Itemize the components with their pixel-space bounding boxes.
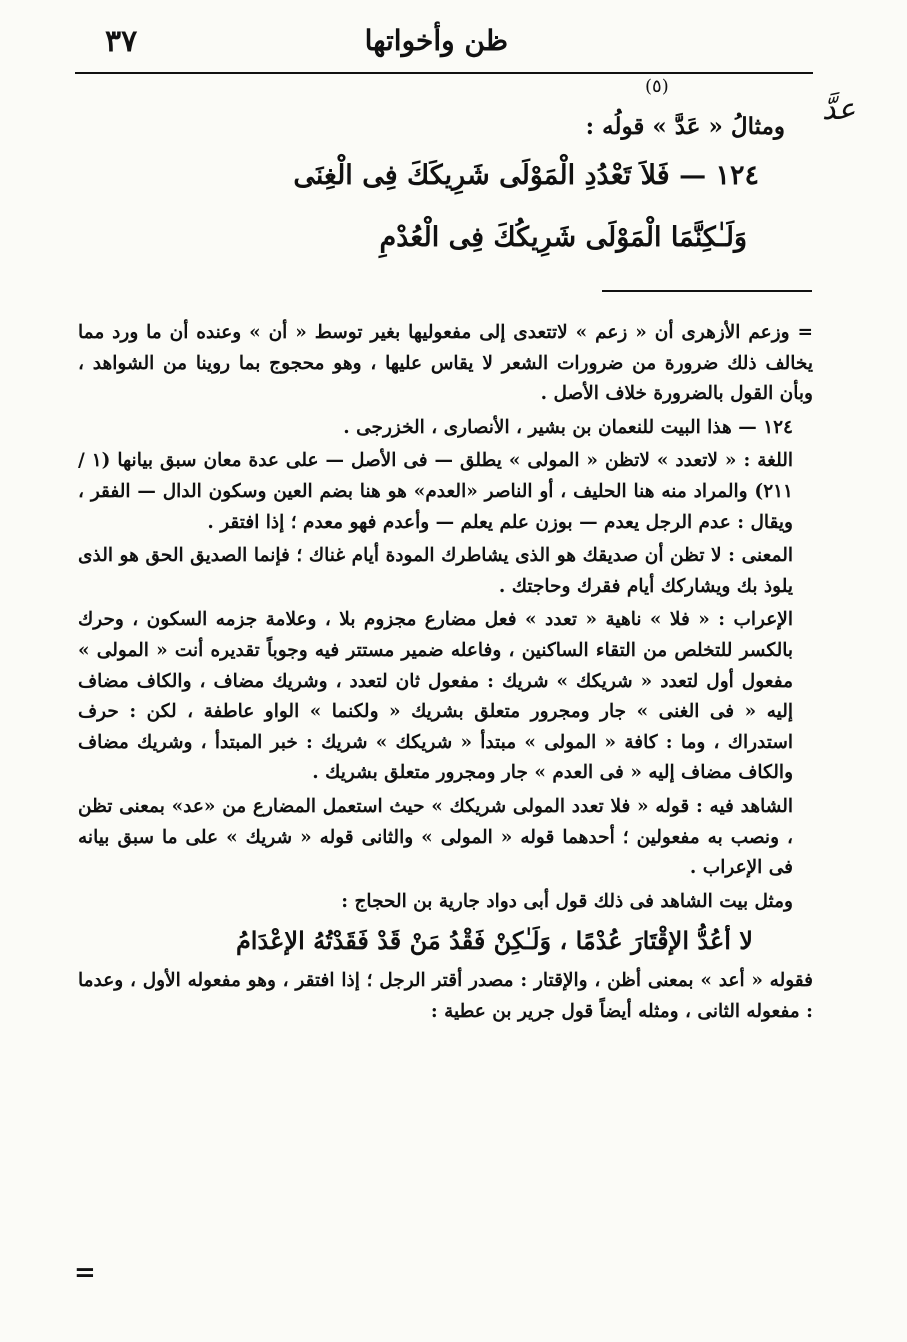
verse-line-2: وَلَـٰكِنَّمَا الْمَوْلَى شَرِيكُكَ فِى الْعُدْمِ: [379, 222, 747, 253]
footnote-separator: [602, 290, 812, 292]
intro-text: ومثالُ « عَدَّ » قولُه :: [585, 113, 785, 140]
footnotes: [78, 318, 813, 1030]
note-continuation: = وزعم الأزهرى أن « زعم » لاتتعدى إلى مفعوليها بغير توسط « أن » وعنده أن ما ورد مما يخالف ذلك ضرورة من ضرورات الشعر لا يقاس عليها ، وهو محجوج بما روينا من الشواهد ، وبأن القول بالضرورة خلاف الأصل .: [78, 322, 813, 405]
footnote-marker: (٥): [645, 76, 669, 97]
running-title: ظن وأخواتها: [364, 24, 508, 57]
verse-line-1: ١٢٤ — فَلاَ تَعْدُدِ الْمَوْلَى شَرِيكَكَ فِى الْغِنَى: [293, 160, 759, 191]
margin-note: عدَّ: [822, 92, 856, 127]
note-irab: الإعراب : « فلا » ناهية « تعدد » فعل مضارع مجزوم بلا ، وعلامة جزمه السكون ، وحرك بالكسر للتخلص من التقاء الساكنين ، وفاعله ضمير مستتر فيه وجوباً تقديره أنت « المولى » مفعول أول لتعدد « شريكك » شريك : مفعول ثان لتعدد ، وشريك مضاف ، والكاف مضاف إليه « فى الغنى » جار ومجرور متعلق بشريك « ولكنما » الواو عاطفة ، لكن : حرف استدراك ، وما : كافة « المولى » مبتدأ « شريكك » شريك : خبر المبتدأ ، وشريك مضاف والكاف مضاف إليه « فى العدم » جار ومجرور متعلق بشريك .: [78, 609, 793, 784]
note-final: فقوله « أعد » بمعنى أظن ، والإقتار : مصدر أقتر الرجل ؛ إذا افتقر ، وهو مفعوله الأول ، وعدما : مفعوله الثانى ، ومثله أيضاً قول جرير بن عطية :: [78, 970, 813, 1022]
note-124-intro: ١٢٤ — هذا البيت للنعمان بن بشير ، الأنصارى ، الخزرجى .: [343, 416, 793, 438]
continuation-mark: =: [74, 1258, 96, 1288]
note-shahid: الشاهد فيه : قوله « فلا تعدد المولى شريكك » حيث استعمل المضارع من «عد» بمعنى تظن ، ونصب به مفعولين ؛ أحدهما قوله « المولى » والثانى قوله « شريك » على ما سبق بيانه فى الإعراب .: [78, 795, 793, 879]
note-mithl: ومثل بيت الشاهد فى ذلك قول أبى دواد جارية بن الحجاج :: [341, 890, 793, 912]
note-maana: المعنى : لا تظن أن صديقك هو الذى يشاطرك المودة أيام غناك ؛ فإنما الصديق الحق هو الذى يلوذ بك ويشاركك أيام فقرك وحاجتك .: [78, 545, 793, 597]
header-rule: [75, 72, 813, 74]
page-header: [75, 18, 813, 68]
note-verse: لا أعُدُّ الإقْتَارَ عُدْمًا ، وَلَـٰكِنْ فَقْدُ مَنْ قَدْ فَقَدْتُهُ الإعْدَامُ: [235, 926, 753, 956]
page-number: ٣٧: [105, 24, 138, 59]
note-lugha: اللغة : « لاتعدد » لاتظن « المولى » يطلق — فى الأصل — على عدة معان سبق بيانها (١ / ٢١١) والمراد منه هنا الحليف ، أو الناصر «العدم» هو هنا بضم العين وسكون الدال — الفقر ، ويقال : عدم الرجل يعدم — بوزن علم يعلم — وأعدم فهو معدم ؛ إذا افتقر .: [78, 450, 793, 533]
